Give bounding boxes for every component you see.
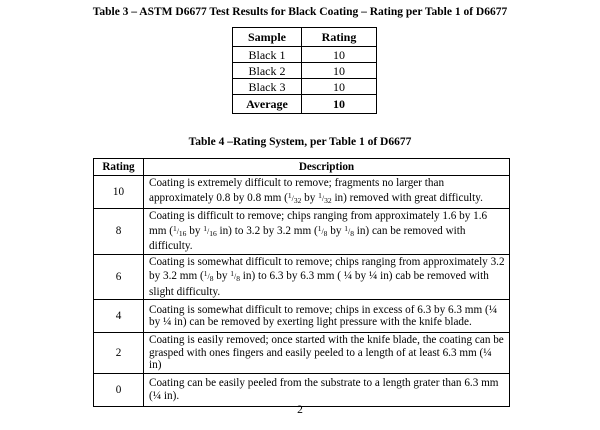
table-row: [94, 254, 510, 300]
table-row: [94, 209, 510, 255]
fraction-numerator: 1: [344, 223, 348, 233]
table3-header-sample: Sample: [233, 28, 302, 47]
table-row: [233, 63, 377, 79]
table4: [93, 158, 510, 407]
description-text: by: [301, 191, 319, 204]
table3-header-rating: Rating: [302, 28, 377, 47]
table3-average-row: [233, 95, 377, 114]
rating-cell: 2: [94, 333, 144, 374]
description-text: Coating is extremely difficult to remove; fragments no larger than approximately 0.8 by 0.8 mm (: [149, 177, 445, 204]
fraction: $^1/_{32}$: [318, 190, 332, 205]
fraction: $^1/_8$: [203, 269, 214, 283]
table3-caption: Table 3 – ASTM D6677 Test Results for Black Coating – Rating per Table 1 of D6677: [92, 6, 508, 18]
rating-cell: 8: [94, 209, 144, 255]
fraction-numerator: 1: [287, 190, 292, 200]
table3-average-value: 10: [302, 95, 377, 114]
rating-cell: 10: [94, 176, 144, 209]
fraction: $^1/_8$: [317, 223, 328, 238]
description-cell: Coating can be easily peeled from the substrate to a length grater than 6.3 mm (¼ in).: [144, 373, 510, 406]
fraction: $^1/_8$: [230, 269, 240, 283]
description-text: in) to 3.2 by 3.2 mm (: [216, 224, 318, 237]
fraction-denominator: 32: [293, 195, 302, 205]
description-text: Coating is somewhat difficult to remove; chips ranging from approximately 3.2 by 3.2 mm (: [149, 255, 505, 282]
table3-cell-rating: 10: [302, 47, 377, 63]
table4-header-row: [94, 159, 510, 176]
fraction-numerator: 1: [318, 190, 322, 200]
fraction-numerator: 1: [203, 223, 207, 233]
fraction-numerator: 1: [317, 223, 322, 233]
table3: [232, 27, 377, 114]
description-text: in) removed with great difficulty.: [331, 191, 483, 204]
table-row: [94, 176, 510, 209]
table3-average-label: Average: [233, 95, 302, 114]
table4-header-rating: Rating: [94, 159, 144, 176]
description-text: in) to 6.3 by 6.3 mm ( ¼ by ¼ in) cab be removed with slight difficulty.: [149, 270, 489, 298]
fraction-numerator: 1: [230, 269, 234, 278]
page-number: 2: [297, 404, 303, 416]
table3-cell-sample: Black 3: [233, 79, 302, 95]
description-cell: [144, 209, 510, 255]
description-cell: [144, 176, 510, 209]
fraction-numerator: 1: [203, 269, 208, 278]
table-row: [94, 373, 510, 406]
description-text: by: [186, 224, 204, 237]
table3-header-row: [233, 28, 377, 47]
description-text: by: [213, 270, 231, 282]
fraction: $^1/_{16}$: [172, 223, 187, 238]
description-cell: Coating is easily removed; once started with the knife blade, the coating can be grasped with ones fingers and easily peeled to a length of at least 6.3 mm (¼ in): [144, 333, 510, 374]
rating-cell: 0: [94, 373, 144, 406]
description-text: by: [327, 224, 345, 237]
description-cell: Coating is somewhat difficult to remove; chips in excess of 6.3 by 6.3 mm (¼ by ¼ in) can be removed by exerting light pressure with the knife blade.: [144, 300, 510, 333]
rating-cell: 6: [94, 254, 144, 300]
table-row: [233, 79, 377, 95]
fraction-denominator: 16: [209, 228, 217, 238]
description-text: Coating is difficult to remove; chips ranging from approximately 1.6 by 1.6 mm (: [149, 210, 488, 237]
table3-cell-rating: 10: [302, 63, 377, 79]
fraction: $^1/_{32}$: [287, 190, 302, 205]
fraction: $^1/_8$: [344, 223, 354, 238]
rating-cell: 4: [94, 300, 144, 333]
fraction-numerator: 1: [172, 223, 177, 233]
fraction-denominator: 16: [178, 228, 187, 238]
fraction-denominator: 8: [350, 228, 354, 238]
fraction-denominator: 8: [209, 274, 214, 283]
table-row: [94, 333, 510, 374]
description-text: in) can be removed with difficulty.: [149, 224, 466, 252]
table4-header-description: Description: [144, 159, 510, 176]
description-cell: [144, 254, 510, 300]
fraction-denominator: 8: [323, 228, 328, 238]
fraction: $^1/_{16}$: [203, 223, 217, 238]
table3-cell-rating: 10: [302, 79, 377, 95]
table4-caption: Table 4 –Rating System, per Table 1 of D6677: [188, 136, 412, 148]
table-row: [233, 47, 377, 63]
table3-cell-sample: Black 2: [233, 63, 302, 79]
table3-cell-sample: Black 1: [233, 47, 302, 63]
fraction-denominator: 8: [236, 274, 240, 283]
table-row: [94, 300, 510, 333]
fraction-denominator: 32: [324, 195, 332, 205]
